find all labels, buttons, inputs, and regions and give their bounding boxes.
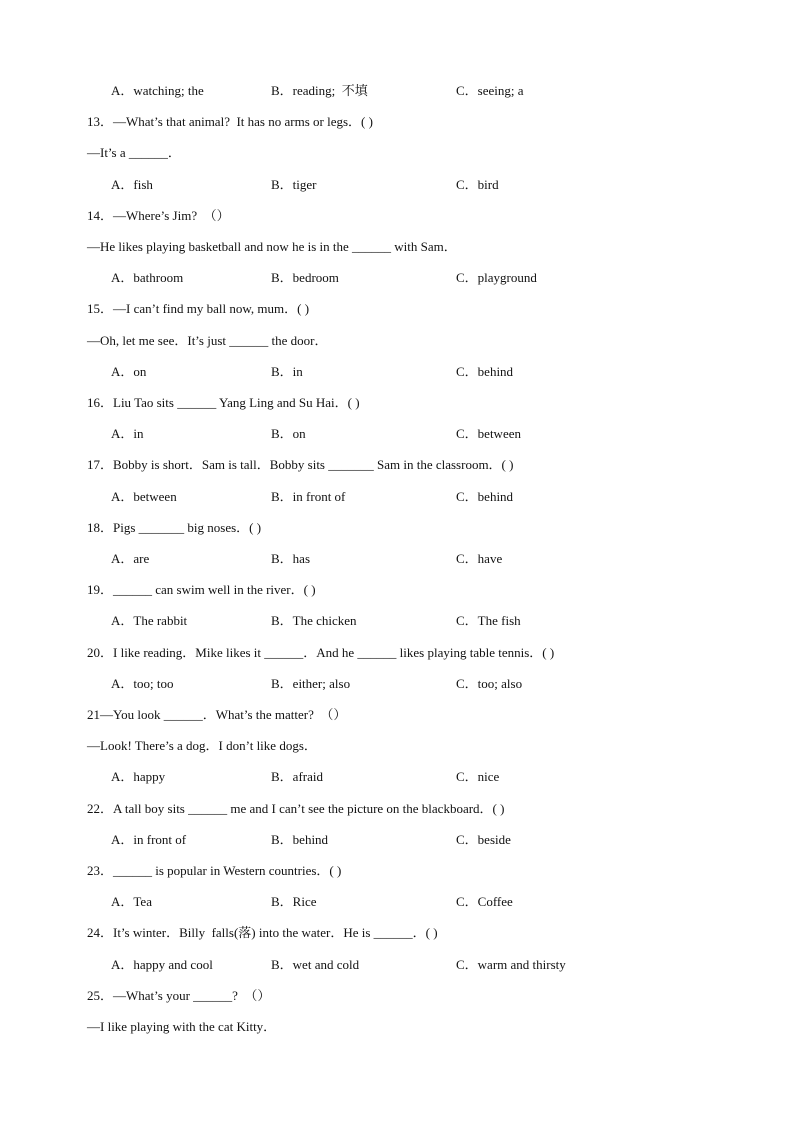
answer-option: B．bedroom — [271, 270, 339, 285]
answer-option: B．behind — [271, 832, 329, 847]
answer-option: B．has — [271, 551, 311, 566]
question-text: 19．______ can swim well in the river．( ) — [87, 582, 316, 597]
answer-options-row — [0, 674, 794, 694]
question-text: 17．Bobby is short．Sam is tall．Bobby sits _______ Sam in the classroom．( ) — [87, 457, 514, 472]
question-text: 23．______ is popular in Western countries．( ) — [87, 863, 342, 878]
question-text: 24．It’s winter．Billy falls(落) into the water．He is ______．( ) — [87, 925, 438, 940]
answer-option: B．The chicken — [271, 613, 357, 628]
answer-option: A．happy — [111, 769, 166, 784]
question-text: —He likes playing basketball and now he is in the ______ with Sam． — [87, 239, 457, 254]
answer-option: A．The rabbit — [111, 613, 188, 628]
question-text: 25．—What’s your ______? （） — [87, 988, 271, 1003]
answer-option: C．The fish — [456, 613, 521, 628]
answer-option: C．bird — [456, 177, 499, 192]
answer-option: B．tiger — [271, 177, 317, 192]
answer-option: C．nice — [456, 769, 500, 784]
answer-option: C．too; also — [456, 676, 523, 691]
answer-options-row — [0, 892, 794, 912]
answer-options-row — [0, 955, 794, 975]
answer-option: B．on — [271, 426, 306, 441]
answer-option: A．too; too — [111, 676, 174, 691]
question-text: 16．Liu Tao sits ______ Yang Ling and Su Hai．( ) — [87, 395, 360, 410]
answer-option: C．behind — [456, 489, 514, 504]
answer-option: B．in front of — [271, 489, 346, 504]
question-text: —I like playing with the cat Kitty． — [87, 1019, 277, 1034]
answer-option: A．in — [111, 426, 144, 441]
answer-option: B．afraid — [271, 769, 323, 784]
answer-option: C．seeing; a — [456, 83, 524, 98]
answer-option: C．playground — [456, 270, 537, 285]
answer-option: B．either; also — [271, 676, 351, 691]
answer-option: A．are — [111, 551, 150, 566]
answer-option: A．on — [111, 364, 147, 379]
question-text: 15．—I can’t find my ball now, mum．( ) — [87, 301, 310, 316]
question-text: —Look! There’s a dog．I don’t like dogs． — [87, 738, 317, 753]
answer-options-row — [0, 81, 794, 101]
question-text: 14．—Where’s Jim? （） — [87, 208, 230, 223]
answer-option: A．between — [111, 489, 177, 504]
answer-option: B．wet and cold — [271, 957, 360, 972]
question-text: 20．I like reading．Mike likes it ______．And he ______ likes playing table tennis．( ) — [87, 645, 555, 660]
answer-option: A．happy and cool — [111, 957, 213, 972]
answer-options-row — [0, 424, 794, 444]
question-text: 21—You look ______．What’s the matter? （） — [87, 707, 347, 722]
answer-options-row — [0, 549, 794, 569]
answer-option: A．watching; the — [111, 83, 204, 98]
answer-option: C．behind — [456, 364, 514, 379]
answer-option: C．Coffee — [456, 894, 513, 909]
answer-options-row — [0, 268, 794, 288]
answer-option: C．have — [456, 551, 503, 566]
question-text: 13．—What’s that animal? It has no arms or legs．( ) — [87, 114, 373, 129]
answer-option: B．in — [271, 364, 303, 379]
question-text: —Oh, let me see．It’s just ______ the door． — [87, 333, 328, 348]
answer-options-row — [0, 767, 794, 787]
answer-option: C．between — [456, 426, 521, 441]
answer-option: C．warm and thirsty — [456, 957, 566, 972]
question-text: —It’s a ______． — [87, 145, 181, 160]
answer-options-row — [0, 487, 794, 507]
answer-option: A．fish — [111, 177, 153, 192]
answer-option: B．reading; 不填 — [271, 83, 368, 98]
answer-options-row — [0, 830, 794, 850]
answer-option: A．bathroom — [111, 270, 184, 285]
answer-option: C．beside — [456, 832, 511, 847]
answer-option: B．Rice — [271, 894, 317, 909]
answer-options-row — [0, 611, 794, 631]
answer-option: A．in front of — [111, 832, 187, 847]
answer-options-row — [0, 362, 794, 382]
question-text: 18．Pigs _______ big noses．( ) — [87, 520, 262, 535]
answer-options-row — [0, 175, 794, 195]
question-text: 22．A tall boy sits ______ me and I can’t see the picture on the blackboard．( ) — [87, 801, 505, 816]
answer-option: A．Tea — [111, 894, 152, 909]
